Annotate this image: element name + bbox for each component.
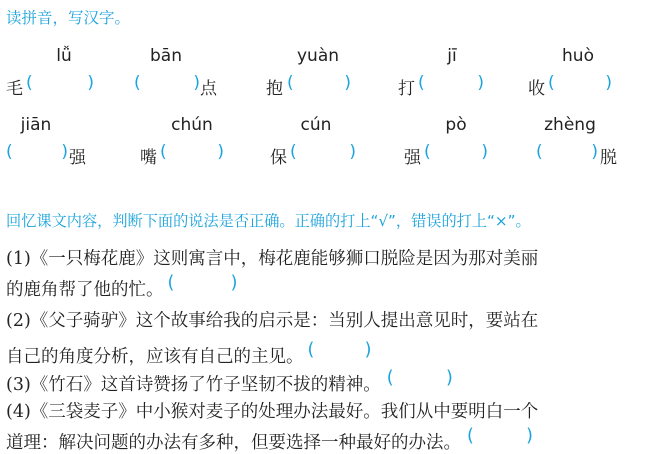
pinyin-lv: lǚ (56, 46, 72, 66)
char-bao: 抱 (266, 79, 283, 99)
judge-box-4[interactable]: ( ) (467, 426, 533, 446)
judge-box-2[interactable]: ( ) (307, 340, 372, 360)
answer-box-zheng[interactable]: ( ) (536, 142, 598, 162)
pinyin-chun: chún (171, 115, 213, 135)
question-4-line-1: (4)《三袋麦子》中小猴对麦子的处理办法最好。我们从中要明白一个 (6, 402, 539, 422)
pinyin-cun: cún (300, 115, 332, 135)
char-mao: 毛 (6, 79, 23, 99)
answer-box-jian[interactable]: ( ) (6, 142, 68, 162)
pinyin-yuan: yuàn (296, 46, 340, 66)
judge-box-1[interactable]: ( ) (167, 273, 238, 293)
answer-box-po[interactable]: ( ) (424, 142, 488, 162)
question-1-line-1: (1)《一只梅花鹿》这则寓言中，梅花鹿能够狮口脱险是因为那对美丽 (6, 249, 539, 269)
answer-box-huo[interactable]: ( ) (548, 73, 612, 93)
question-2-line-2: 自己的角度分析，应该有自己的主见。 ( ) (6, 340, 372, 367)
char-zui: 嘴 (140, 148, 157, 168)
pinyin-ban: bān (150, 46, 182, 66)
section2-title: 回忆课文内容，判断下面的说法是否正确。正确的打上“√”，错误的打上“×”。 (6, 212, 531, 230)
answer-box-chun[interactable]: ( ) (160, 142, 224, 162)
pinyin-po: pò (445, 115, 467, 135)
answer-box-ji[interactable]: ( ) (418, 73, 484, 93)
char-qiang-1: 强 (69, 148, 86, 168)
section1-title: 读拼音，写汉字。 (6, 9, 131, 27)
answer-box-lv[interactable]: ( ) (26, 73, 94, 93)
char-tuo: 脱 (600, 148, 617, 168)
char-dian: 点 (200, 79, 217, 99)
question-2-line-1: (2)《父子骑驴》这个故事给我的启示是：当别人提出意见时，要站在 (6, 311, 539, 331)
char-qiang-2: 强 (404, 148, 421, 168)
pinyin-jian: jiān (20, 115, 52, 135)
answer-box-yuan[interactable]: ( ) (287, 73, 351, 93)
char-bao-2: 保 (270, 148, 287, 168)
question-4-line-2: 道理：解决问题的办法有多种，但要选择一种最好的办法。 ( ) (6, 426, 533, 453)
answer-box-ban[interactable]: ( ) (134, 73, 200, 93)
pinyin-zheng: zhèng (544, 115, 596, 135)
answer-box-cun[interactable]: ( ) (290, 142, 356, 162)
char-da: 打 (398, 79, 415, 99)
char-shou: 收 (528, 79, 545, 99)
question-3-line-1: (3)《竹石》这首诗赞扬了竹子坚韧不拔的精神。 ( ) (6, 368, 453, 395)
pinyin-ji: jī (447, 46, 457, 66)
pinyin-huo: huò (562, 46, 594, 66)
question-1-line-2: 的鹿角帮了他的忙。 ( ) (6, 273, 238, 300)
judge-box-3[interactable]: ( ) (386, 368, 453, 388)
